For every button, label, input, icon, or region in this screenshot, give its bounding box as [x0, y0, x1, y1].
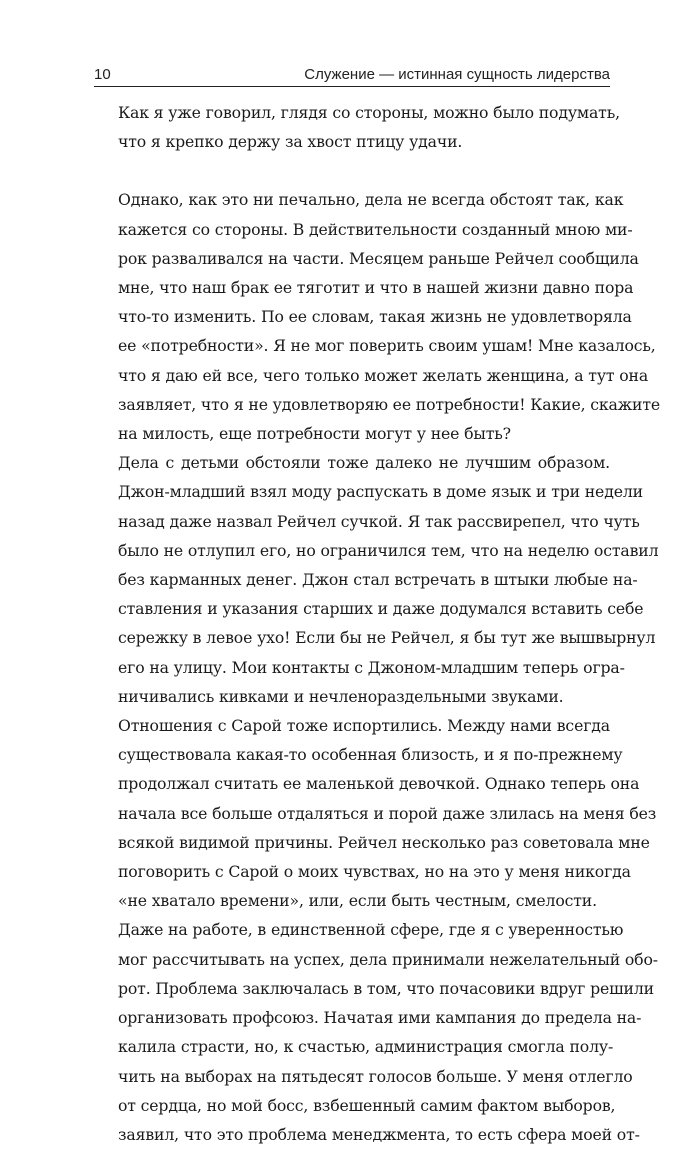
text-line: чить на выборах на пятьдесят голосов больше. У меня отлегло [118, 1066, 633, 1086]
text-line: было не отлупил его, но ограничился тем, что на неделю оставил [118, 540, 659, 560]
paragraph [94, 185, 660, 448]
text-line: сережку в левое ухо! Если бы не Рейчел, я бы тут же вышвырнул [118, 628, 656, 648]
running-header [94, 64, 610, 87]
paragraph [94, 98, 620, 156]
paragraph [94, 915, 658, 1149]
text-line: назад даже назвал Рейчел сучкой. Я так рассвирепел, что чуть [118, 511, 640, 531]
text-line: ставления и указания старших и даже додумался вставить себе [118, 599, 644, 619]
text-line: всякой видимой причины. Рейчел несколько раз советовала мне [118, 832, 650, 852]
text-line: Как я уже говорил, глядя со стороны, можно было подумать, [118, 103, 620, 122]
text-line: заявляет, что я не удовлетворяю ее потребности! Какие, скажите [118, 394, 660, 414]
text-line: рок разваливался на части. Месяцем раньше Рейчел сообщила [118, 248, 639, 268]
text-line: заявил, что это проблема менеджмента, то есть сфера моей от- [118, 1124, 640, 1144]
text-line: калила страсти, но, к счастью, администрация смогла полу- [118, 1037, 614, 1057]
text-line: существовала какая-то особенная близость, и я по-прежнему [118, 745, 623, 765]
text-line: его на улицу. Мои контакты с Джоном-младшим теперь огра- [118, 657, 625, 677]
paragraph [94, 448, 659, 711]
running-title: Служение — истинная сущность лидерства [304, 66, 610, 83]
text-line: Даже на работе, в единственной сфере, где я с уверенностью [118, 920, 624, 940]
text-line: ее «потребности». Я не мог поверить своим ушам! Мне казалось, [118, 336, 656, 356]
text-line: Дела с детьми обстояли тоже далеко не лучшим образом. [118, 453, 610, 473]
text-line: рот. Проблема заключалась в том, что почасовики вдруг решили [118, 978, 654, 998]
text-line: на милость, еще потребности могут у нее быть? [118, 424, 511, 444]
text-line: без карманных денег. Джон стал встречать в штыки любые на- [118, 570, 638, 590]
text-line: поговорить с Сарой о моих чувствах, но на это у меня никогда [118, 862, 631, 882]
text-line: Однако, как это ни печально, дела не всегда обстоят так, как [118, 190, 624, 210]
text-line: что я даю ей все, чего только может желать женщина, а тут она [118, 365, 649, 385]
text-line: от сердца, но мой босс, взбешенный самим фактом выборов, [118, 1095, 616, 1115]
text-line: что я крепко держу за хвост птицу удачи. [118, 132, 463, 152]
text-line: Отношения с Сарой тоже испортились. Между нами всегда [118, 716, 610, 736]
text-line: мне, что наш брак ее тяготит и что в нашей жизни давно пора [118, 278, 634, 298]
body-text [94, 98, 660, 1149]
paragraph-gap [94, 156, 610, 185]
text-line: мог рассчитывать на успех, дела принимали нежелательный обо- [118, 949, 658, 969]
text-line: начала все больше отдаляться и порой даже злилась на меня без [118, 803, 657, 823]
text-line: организовать профсоюз. Начатая ими кампания до предела на- [118, 1008, 642, 1028]
text-line: продолжал считать ее маленькой девочкой. Однако теперь она [118, 774, 640, 794]
text-line: Джон-младший взял моду распускать в доме язык и три недели [118, 482, 643, 502]
text-line: что-то изменить. По ее словам, такая жизнь не удовлетворяла [118, 307, 632, 327]
text-line: «не хватало времени», или, если быть честным, смелости. [118, 891, 597, 911]
page-number: 10 [94, 66, 111, 83]
paragraph [94, 711, 657, 915]
text-line: ничивались кивками и нечленораздельными звуками. [118, 686, 564, 706]
text-line: кажется со стороны. В действительности созданный мною ми- [118, 219, 633, 239]
